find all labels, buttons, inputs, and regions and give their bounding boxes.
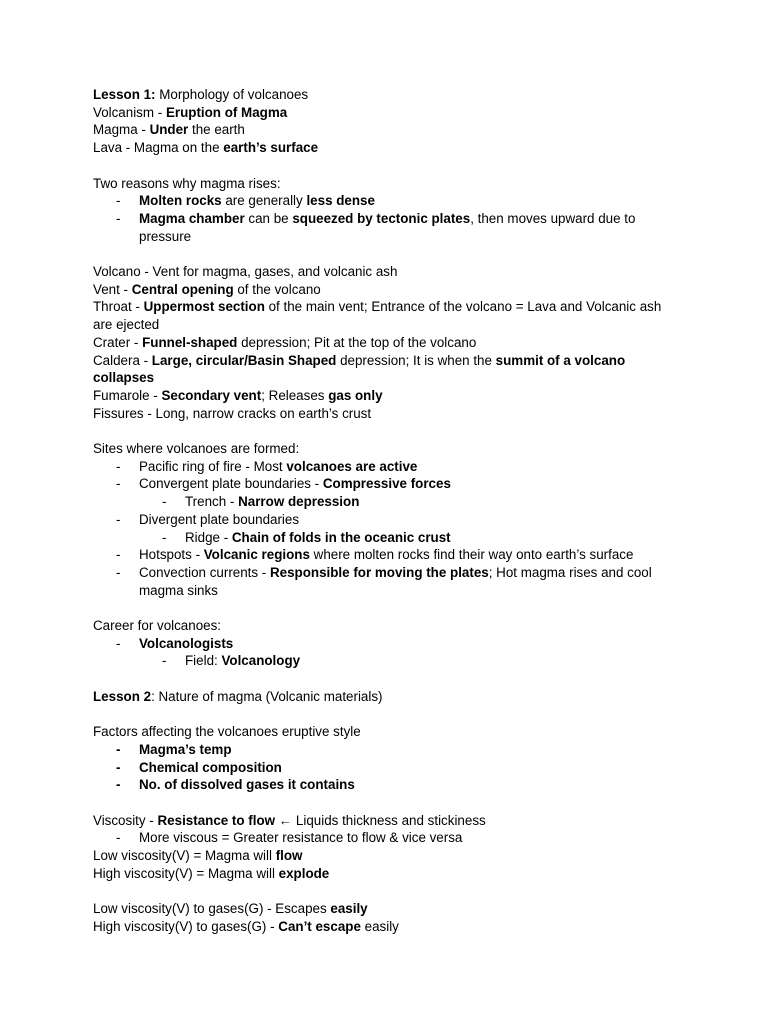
bullet-item — [93, 511, 683, 529]
blank-line — [93, 794, 683, 812]
bold-text: Chemical composition — [139, 759, 282, 775]
bold-text: squeezed by tectonic plates — [292, 210, 471, 226]
text: More viscous = Greater resistance to flow & vice versa — [139, 830, 463, 846]
dash-bullet-icon: - — [116, 193, 121, 209]
blank-line — [93, 883, 683, 901]
bold-text: Under — [149, 122, 189, 138]
paragraph-line — [93, 86, 683, 104]
text: Volcano - Vent for magma, gases, and volcanic ash — [93, 264, 398, 279]
text: Trench - — [185, 494, 239, 510]
text: Field: — [185, 653, 222, 669]
bold-text: Can’t escape — [278, 918, 361, 934]
text: the earth — [188, 122, 245, 138]
bullet-item — [93, 546, 683, 564]
paragraph-line — [93, 263, 683, 281]
dash-bullet-icon: - — [116, 777, 121, 793]
dash-bullet-icon: - — [116, 564, 121, 580]
text: : Nature of magma (Volcanic materials) — [151, 688, 383, 704]
bold-text: Responsible for moving the plates — [269, 564, 489, 580]
text: Magma - — [93, 122, 150, 138]
bold-text: Funnel-shaped — [142, 334, 238, 350]
text: ; Releases — [261, 387, 329, 403]
paragraph-line — [93, 104, 683, 122]
text: Crater - — [93, 334, 143, 350]
text: Pacific ring of fire - Most — [139, 458, 287, 474]
text: Caldera - — [93, 352, 152, 368]
bold-text: Uppermost section — [143, 299, 265, 315]
blank-line — [93, 670, 683, 688]
paragraph-line — [93, 688, 683, 706]
sub-bullet-item — [93, 652, 683, 670]
paragraph-line — [93, 847, 683, 865]
text: ; Hot magma rises and cool magma sinks — [139, 564, 652, 598]
text: Low viscosity(V) to gases(G) - Escapes — [93, 901, 331, 917]
paragraph-line — [93, 352, 683, 387]
bold-text: Volcanologists — [139, 635, 234, 651]
text: Low viscosity(V) = Magma will — [93, 848, 276, 864]
bold-text: less dense — [306, 193, 375, 209]
blank-line — [93, 422, 683, 440]
bold-text: No. of dissolved gases it contains — [139, 777, 355, 793]
paragraph-line — [93, 298, 683, 333]
text: ← Liquids thickness and stickiness — [275, 812, 486, 828]
bold-text: summit of a volcano collapses — [93, 352, 626, 386]
paragraph-line — [93, 723, 683, 741]
blank-line — [93, 245, 683, 263]
paragraph-line — [93, 865, 683, 883]
dash-bullet-icon: - — [116, 759, 121, 775]
text: Divergent plate boundaries — [139, 511, 300, 527]
bold-text: Lesson 1: — [93, 87, 156, 102]
bullet-item — [93, 564, 683, 599]
text: Factors affecting the volcanoes eruptive style — [93, 724, 361, 740]
text: Hotspots - — [139, 547, 204, 563]
text: can be — [244, 210, 293, 226]
bold-text: easily — [330, 901, 368, 917]
bullet-item — [93, 759, 683, 777]
bullet-item — [93, 829, 683, 847]
bold-text: Molten rocks — [139, 193, 222, 209]
paragraph-line — [93, 281, 683, 299]
bold-text: Secondary vent — [161, 387, 262, 403]
text: Morphology of volcanoes — [155, 87, 309, 102]
blank-line — [93, 599, 683, 617]
text: Fumarole - — [93, 387, 162, 403]
text: Sites where volcanoes are formed: — [93, 441, 300, 457]
paragraph-line — [93, 617, 683, 635]
dash-bullet-icon: - — [116, 476, 121, 492]
paragraph-line — [93, 334, 683, 352]
text: where molten rocks find their way onto earth’s surface — [309, 547, 634, 563]
bold-text: Narrow depression — [238, 494, 360, 510]
dash-bullet-icon: - — [116, 741, 121, 757]
text: Ridge - — [185, 529, 232, 545]
paragraph-line — [93, 175, 683, 193]
bold-text: Compressive forces — [322, 476, 451, 492]
dash-bullet-icon: - — [162, 529, 167, 545]
paragraph-line — [93, 405, 683, 423]
text: depression; It is when the — [336, 352, 496, 368]
bullet-item — [93, 776, 683, 794]
paragraph-line — [93, 387, 683, 405]
bullet-item — [93, 741, 683, 759]
dash-bullet-icon: - — [162, 653, 167, 669]
text: depression; Pit at the top of the volcano — [237, 334, 477, 350]
bold-text: Resistance to flow — [157, 812, 276, 828]
dash-bullet-icon: - — [116, 635, 121, 651]
dash-bullet-icon: - — [116, 511, 121, 527]
paragraph-line — [93, 812, 683, 830]
sub-bullet-item — [93, 493, 683, 511]
bold-text: Magma chamber — [139, 210, 245, 226]
bold-text: Volcanic regions — [203, 547, 310, 563]
dash-bullet-icon: - — [116, 458, 121, 474]
bold-text: Chain of folds in the oceanic crust — [231, 529, 451, 545]
bold-text: flow — [275, 848, 303, 864]
bold-text: Magma’s temp — [139, 741, 232, 757]
sub-bullet-item — [93, 529, 683, 547]
text: of the volcano — [233, 281, 321, 297]
text: easily — [360, 918, 399, 934]
text: Lava - Magma on the — [93, 140, 224, 156]
bold-text: volcanoes are active — [286, 458, 418, 474]
text: Career for volcanoes: — [93, 618, 222, 634]
paragraph-line — [93, 121, 683, 139]
text: Volcanism - — [93, 104, 166, 120]
bold-text: explode — [278, 865, 330, 881]
bold-text: Large, circular/Basin Shaped — [151, 352, 337, 368]
text: High viscosity(V) to gases(G) - — [93, 918, 279, 934]
text: Fissures - Long, narrow cracks on earth’s crust — [93, 405, 372, 421]
text: Throat - — [93, 299, 144, 315]
text: High viscosity(V) = Magma will — [93, 865, 279, 881]
dash-bullet-icon: - — [116, 210, 121, 226]
bullet-item — [93, 192, 683, 210]
bold-text: Volcanology — [221, 653, 301, 669]
bold-text: Eruption of Magma — [165, 104, 288, 120]
bold-text: gas only — [328, 387, 383, 403]
text: Viscosity - — [93, 812, 158, 828]
bold-text: Central opening — [131, 281, 234, 297]
dash-bullet-icon: - — [162, 494, 167, 510]
blank-line — [93, 157, 683, 175]
text: Convergent plate boundaries - — [139, 476, 323, 492]
notes-document — [93, 86, 683, 936]
dash-bullet-icon: - — [116, 830, 121, 846]
text: are generally — [221, 193, 307, 209]
text: Two reasons why magma rises: — [93, 175, 281, 191]
text: Convection currents - — [139, 564, 270, 580]
bold-text: Lesson 2 — [93, 688, 152, 704]
bullet-item — [93, 458, 683, 476]
paragraph-line — [93, 900, 683, 918]
paragraph-line — [93, 440, 683, 458]
text: Vent - — [93, 281, 132, 297]
bold-text: earth’s surface — [223, 140, 319, 156]
text: of the main vent; Entrance of the volcano = Lava and Volcanic ash are ejected — [93, 299, 662, 333]
dash-bullet-icon: - — [116, 547, 121, 563]
paragraph-line — [93, 918, 683, 936]
text: , then moves upward due to pressure — [139, 210, 636, 244]
bullet-item — [93, 475, 683, 493]
paragraph-line — [93, 139, 683, 157]
bullet-item — [93, 635, 683, 653]
bullet-item — [93, 210, 683, 245]
blank-line — [93, 706, 683, 724]
